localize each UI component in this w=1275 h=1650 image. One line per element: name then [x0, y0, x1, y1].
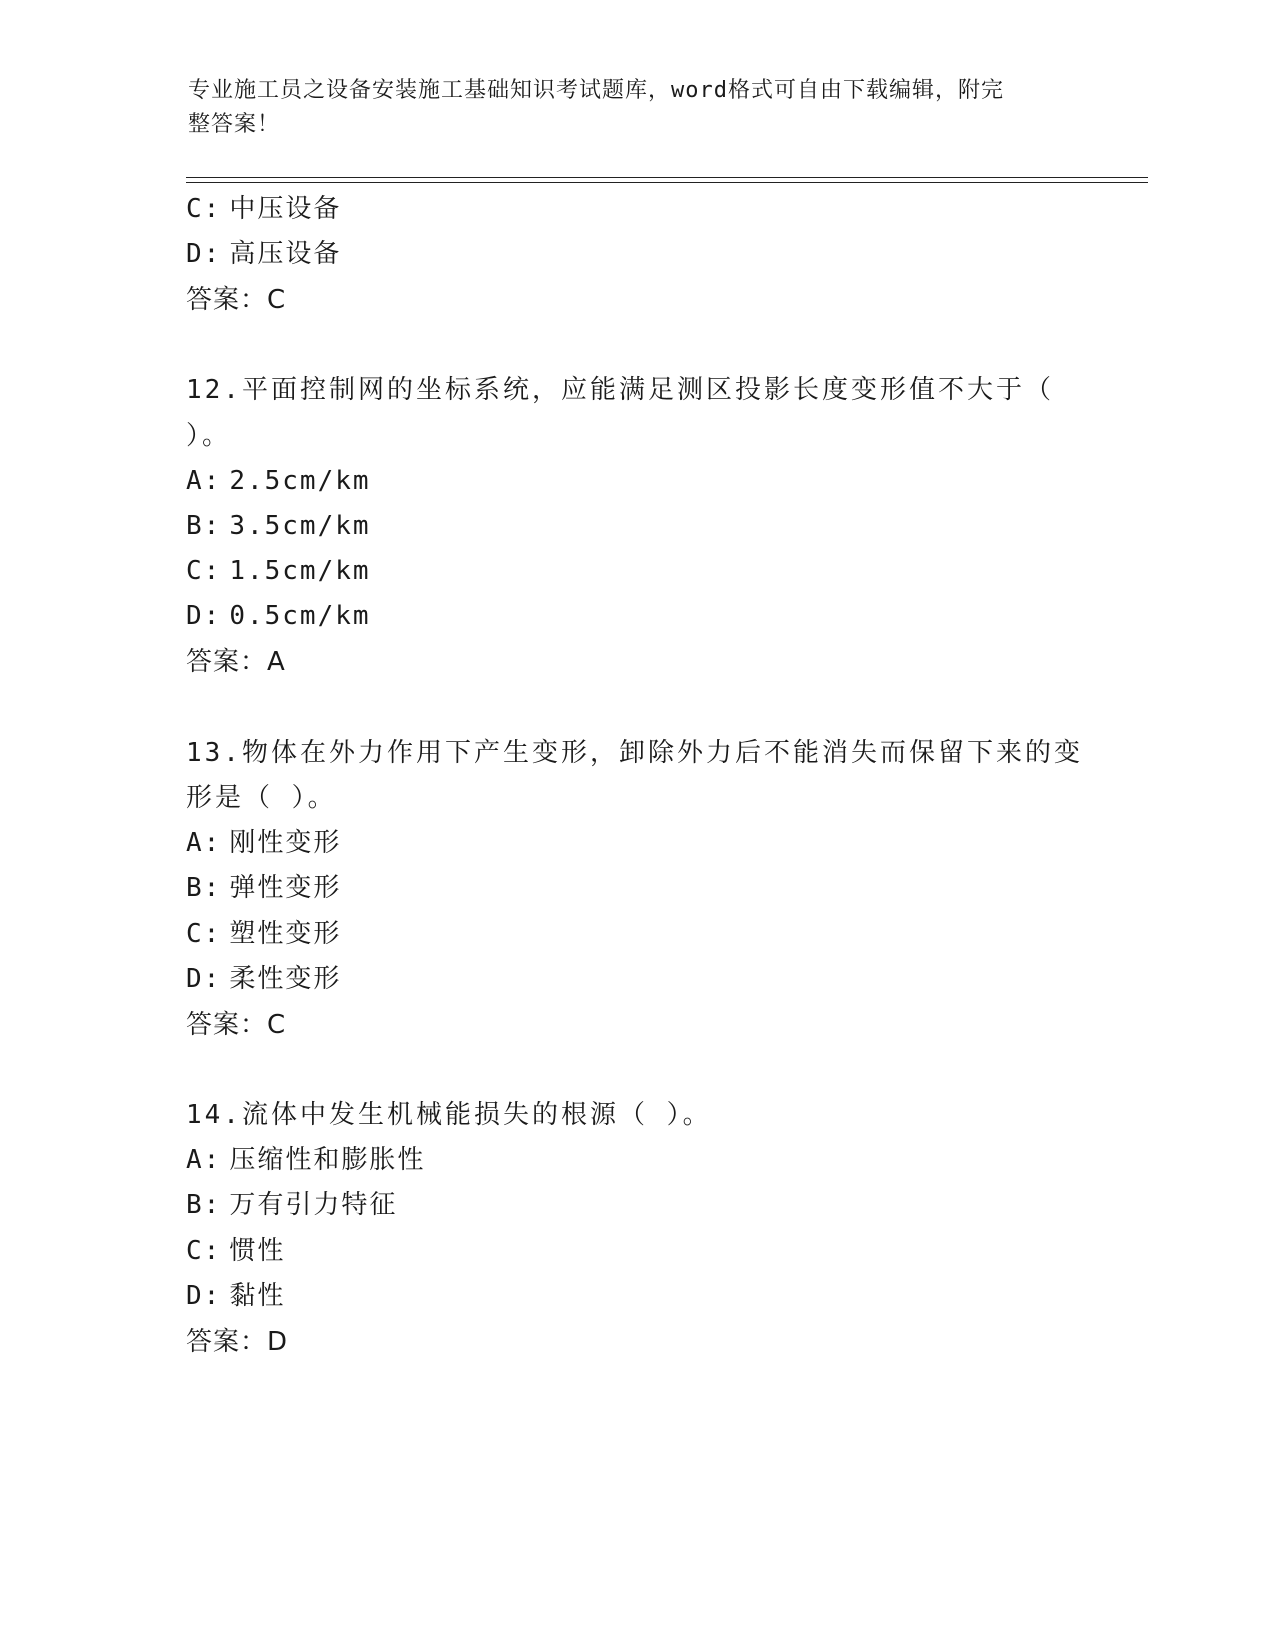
q12-option-c: [186, 555, 371, 587]
q13-stem-line-1: 13.物体在外力作用下产生变形，卸除外力后不能消失而保留下来的变: [186, 738, 1083, 768]
option-letter: D:: [186, 964, 222, 994]
q12-answer: 答案：A: [186, 647, 286, 677]
option-text: 惯性: [229, 1236, 286, 1266]
option-letter: C:: [186, 919, 222, 949]
header-divider-bottom: [186, 182, 1148, 183]
option-text: 刚性变形: [229, 828, 342, 858]
option-text: 中压设备: [229, 194, 342, 224]
q14-option-d: [186, 1280, 285, 1312]
q14-option-c: [186, 1235, 285, 1267]
q12-stem-line-1: 12.平面控制网的坐标系统，应能满足测区投影长度变形值不大于（: [186, 375, 1054, 405]
document-header: [188, 74, 1068, 142]
q12-option-b: [186, 510, 371, 542]
option-letter: B:: [186, 1190, 222, 1220]
q13-option-b: [186, 872, 341, 904]
option-letter: B:: [186, 511, 222, 541]
q12-option-a: [186, 465, 371, 497]
q11-option-c: [186, 193, 341, 225]
option-text: 黏性: [229, 1281, 286, 1311]
q13-answer: 答案：C: [186, 1010, 287, 1040]
q14-option-a: [186, 1144, 425, 1176]
q14-answer: 答案：D: [186, 1327, 289, 1357]
option-letter: D:: [186, 601, 222, 631]
option-text: 压缩性和膨胀性: [229, 1145, 426, 1175]
option-text: 弹性变形: [229, 873, 342, 903]
q14-option-b: [186, 1189, 397, 1221]
q13-stem-line-2: 形是（ ）。: [186, 783, 337, 813]
q12-stem-line-2: ）。: [186, 421, 232, 451]
option-text: 塑性变形: [229, 919, 342, 949]
q13-option-d: [186, 963, 341, 995]
header-line-1: 专业施工员之设备安装施工基础知识考试题库，word格式可自由下载编辑，附完: [188, 78, 1004, 103]
q12-option-d: [186, 600, 371, 632]
option-letter: A:: [186, 466, 222, 496]
option-letter: A:: [186, 1145, 222, 1175]
option-text: 1.5cm/km: [229, 556, 371, 586]
option-text: 柔性变形: [229, 964, 342, 994]
q11-option-d: [186, 238, 341, 270]
q13-option-c: [186, 918, 341, 950]
q13-option-a: [186, 827, 341, 859]
q14-stem-line-1: 14.流体中发生机械能损失的根源（ ）。: [186, 1100, 712, 1130]
header-divider-top: [186, 177, 1148, 178]
option-text: 高压设备: [229, 239, 342, 269]
option-letter: C:: [186, 1236, 222, 1266]
option-text: 2.5cm/km: [229, 466, 371, 496]
q11-answer: 答案：C: [186, 285, 287, 315]
option-text: 万有引力特征: [229, 1190, 398, 1220]
option-letter: C:: [186, 194, 222, 224]
option-letter: B:: [186, 873, 222, 903]
option-letter: C:: [186, 556, 222, 586]
header-line-2: 整答案！: [188, 112, 281, 137]
option-text: 3.5cm/km: [229, 511, 371, 541]
option-letter: D:: [186, 239, 222, 269]
option-text: 0.5cm/km: [229, 601, 371, 631]
option-letter: D:: [186, 1281, 222, 1311]
option-letter: A:: [186, 828, 222, 858]
